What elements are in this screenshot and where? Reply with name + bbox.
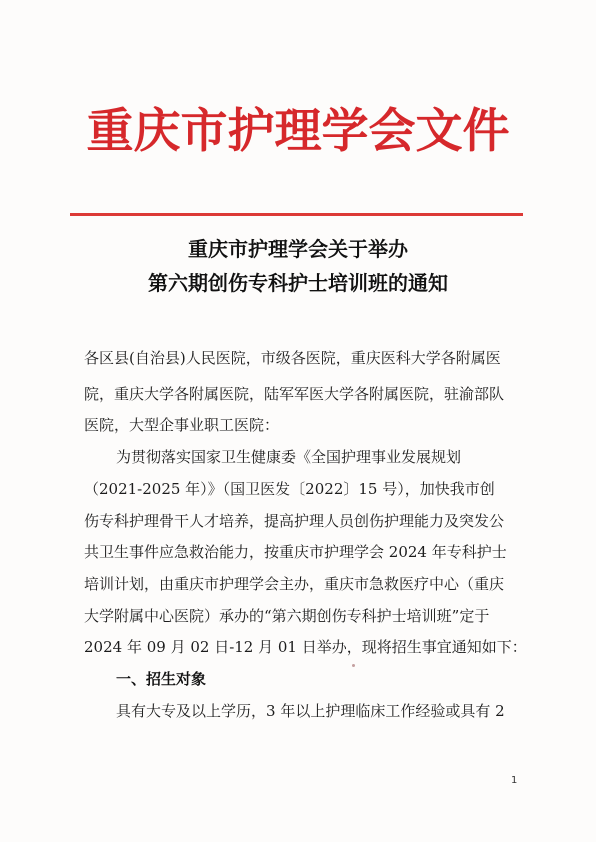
notice-title-line-2: 第六期创伤专科护士培训班的通知 (148, 271, 448, 295)
paragraph-text: （2021-2025 年）》（国卫医发〔2022〕15 号），加快我市创 (84, 480, 495, 498)
paragraph-text: 2024 年 09 月 02 日-12 月 01 日举办，现将招生事宜通知如下： (84, 638, 527, 656)
paragraph-text: 为贯彻落实国家卫生健康委《全国护理事业发展规划 (116, 448, 462, 466)
addressee-text: 院，重庆大学各附属医院，陆军军医大学各附属医院，驻渝部队 (84, 385, 505, 403)
red-divider-rule (70, 213, 523, 216)
paragraph-text: 共卫生事件应急救治能力，按重庆市护理学会 2024 年专科护士 (84, 543, 507, 561)
document-header-title: 重庆市护理学会文件 (86, 104, 510, 159)
paragraph-text: 伤专科护理骨干人才培养，提高护理人员创伤护理能力及突发公 (84, 512, 505, 530)
paragraph-text: 大学附属中心医院）承办的“第六期创伤专科护士培训班”定于 (84, 607, 490, 625)
paragraph-text: 培训计划，由重庆市护理学会主办，重庆市急救医疗中心（重庆 (84, 575, 505, 593)
paragraph-text: 具有大专及以上学历，3 年以上护理临床工作经验或具有 2 (116, 702, 505, 720)
addressee-text: 各区县(自治县)人民医院，市级各医院，重庆医科大学各附属医 (84, 349, 501, 367)
page-number: 1 (511, 775, 518, 786)
section-heading-text: 一、招生对象 (116, 670, 207, 688)
notice-title-line-1: 重庆市护理学会关于举办 (188, 237, 408, 261)
addressee-text: 医院，大型企事业职工医院： (84, 416, 280, 434)
scan-speck (352, 664, 355, 667)
